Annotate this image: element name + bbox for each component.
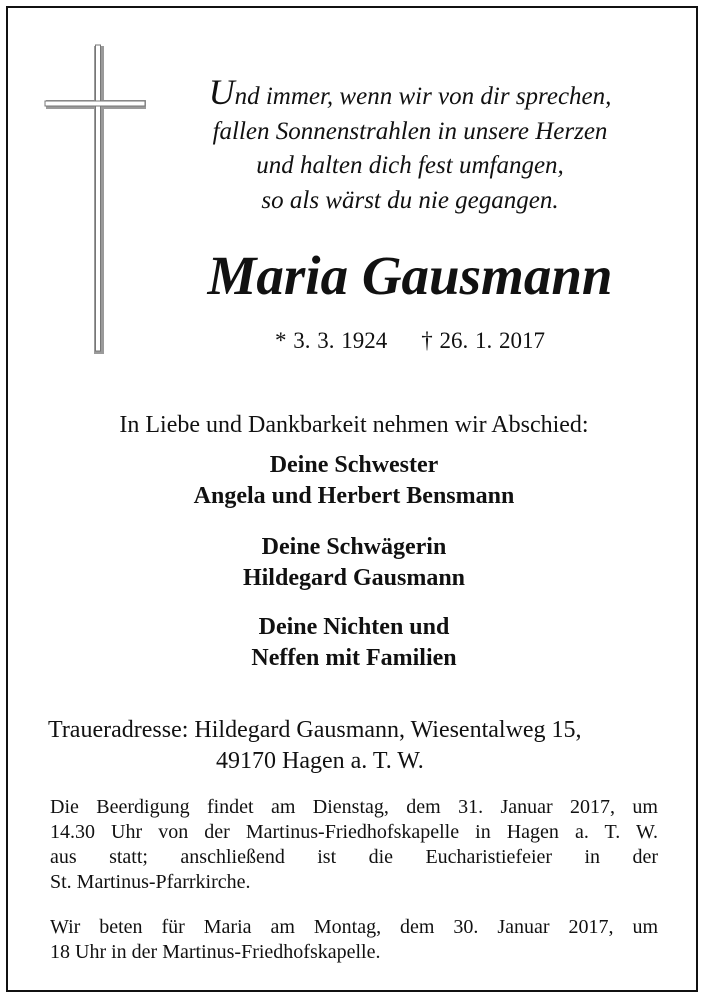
poem-line: so als wärst du nie gegangen. — [261, 186, 559, 214]
poem-line: Und immer, wenn wir von dir sprechen, — [208, 72, 612, 112]
funeral-details — [50, 795, 658, 895]
funeral-line: Die Beerdigung findet am Dienstag, dem 31. Januar 2017, um — [50, 796, 658, 818]
mourner-group — [0, 612, 708, 674]
mourner-names: Neffen mit Familien — [251, 645, 457, 671]
deceased-name: Maria Gausmann — [207, 245, 613, 306]
life-dates — [160, 326, 660, 356]
mourner-relation: Deine Nichten und — [258, 614, 450, 640]
mourner-relation: Deine Schwester — [269, 452, 439, 478]
prayer-line: Wir beten für Maria am Montag, dem 30. Januar 2017, um — [50, 916, 658, 938]
poem-line: und halten dich fest umfangen, — [256, 152, 564, 179]
poem — [160, 72, 660, 218]
mourner-group — [0, 450, 708, 512]
poem-line: fallen Sonnenstrahlen in unsere Herzen — [212, 117, 608, 145]
funeral-line: St. Martinus-Pfarrkirche. — [50, 871, 251, 893]
poem-initial: U — [208, 72, 235, 112]
mourning-address — [48, 715, 668, 777]
address-line: Traueradresse: Hildegard Gausmann, Wiesentalweg 15, — [48, 717, 582, 743]
death-date: † 26. 1. 2017 — [421, 328, 545, 353]
cross-icon — [44, 44, 148, 356]
prayer-line: 18 Uhr in der Martinus-Friedhofskapelle. — [50, 941, 381, 963]
funeral-line: 14.30 Uhr von der Martinus-Friedhofskapelle in Hagen a. T. W. — [50, 821, 658, 843]
funeral-line: aus statt; anschließend ist die Eucharistiefeier in der — [50, 846, 658, 868]
address-line: 49170 Hagen a. T. W. — [216, 748, 424, 774]
prayer-details — [50, 915, 658, 965]
mourner-names: Angela und Herbert Bensmann — [193, 483, 515, 509]
mourner-group — [0, 532, 708, 594]
birth-date: * 3. 3. 1924 — [275, 328, 388, 353]
mourner-relation: Deine Schwägerin — [261, 534, 447, 560]
farewell-intro: In Liebe und Dankbarkeit nehmen wir Abschied: — [119, 412, 589, 438]
mourner-names: Hildegard Gausmann — [242, 565, 466, 591]
